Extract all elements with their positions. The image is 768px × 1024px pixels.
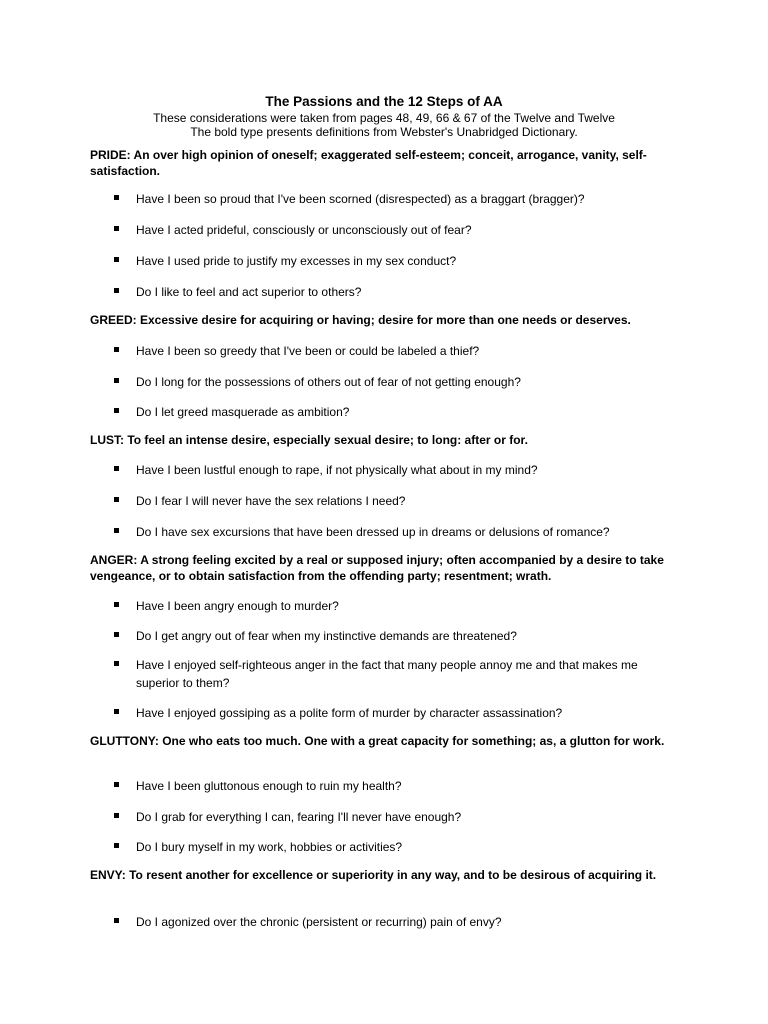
definition-lust: LUST: To feel an intense desire, especially sexual desire; to long: after or for. — [90, 433, 528, 447]
definition-gluttony: GLUTTONY: One who eats too much. One with a great capacity for something; as, a glutton for work. — [90, 734, 665, 748]
question-text: Do I grab for everything I can, fearing I'll never have enough? — [136, 810, 462, 824]
bullet-icon — [114, 782, 119, 787]
definition-anger: ANGER: A strong feeling excited by a real or supposed injury; often accompanied by a desire to take vengeance, or to obtain satisfaction from the offending party; resentment; wrath. — [90, 553, 664, 583]
list-item — [136, 913, 666, 931]
list-item — [136, 627, 666, 645]
question-text: Do I get angry out of fear when my instinctive demands are threatened? — [136, 629, 517, 643]
question-text: Have I acted prideful, consciously or unconsciously out of fear? — [136, 223, 472, 237]
list-item — [136, 283, 666, 301]
bullet-icon — [114, 347, 119, 352]
list-item — [136, 492, 666, 510]
question-text: Do I bury myself in my work, hobbies or activities? — [136, 840, 403, 854]
question-text: Do I have sex excursions that have been dressed up in dreams or delusions of romance? — [136, 525, 610, 539]
list-item — [136, 656, 666, 692]
list-item — [136, 704, 666, 722]
bullet-icon — [114, 813, 119, 818]
list-item — [136, 808, 666, 826]
page-title: The Passions and the 12 Steps of AA — [265, 94, 503, 109]
question-text: Have I enjoyed self-righteous anger in the fact that many people annoy me and that makes me superior to them? — [136, 658, 638, 690]
bullet-icon — [114, 602, 119, 607]
list-item — [136, 403, 666, 421]
question-text: Have I been so proud that I've been scorned (disrespected) as a braggart (bragger)? — [136, 192, 585, 206]
question-text: Have I been angry enough to murder? — [136, 599, 339, 613]
question-text: Do I let greed masquerade as ambition? — [136, 405, 350, 419]
list-item — [136, 838, 666, 856]
definition-envy: ENVY: To resent another for excellence or superiority in any way, and to be desirous of acquiring it. — [90, 868, 657, 882]
subtitle-line-2: The bold type presents definitions from Webster's Unabridged Dictionary. — [190, 125, 578, 139]
bullet-icon — [114, 528, 119, 533]
bullet-icon — [114, 226, 119, 231]
list-item — [136, 777, 666, 795]
list-item — [136, 252, 666, 270]
bullet-icon — [114, 843, 119, 848]
bullet-icon — [114, 466, 119, 471]
bullet-icon — [114, 378, 119, 383]
subtitle-line-1: These considerations were taken from pages 48, 49, 66 & 67 of the Twelve and Twelve — [153, 111, 615, 125]
question-text: Do I long for the possessions of others out of fear of not getting enough? — [136, 375, 521, 389]
bullet-icon — [114, 195, 119, 200]
question-text: Do I fear I will never have the sex relations I need? — [136, 494, 406, 508]
list-item — [136, 597, 666, 615]
definition-pride: PRIDE: An over high opinion of oneself; exaggerated self-esteem; conceit, arrogance, vanity, self-satisfaction. — [90, 148, 647, 178]
list-item — [136, 342, 666, 360]
list-item — [136, 461, 666, 479]
question-text: Have I used pride to justify my excesses in my sex conduct? — [136, 254, 457, 268]
question-text: Do I agonized over the chronic (persistent or recurring) pain of envy? — [136, 915, 502, 929]
bullet-icon — [114, 661, 119, 666]
definition-greed: GREED: Excessive desire for acquiring or having; desire for more than one needs or deserves. — [90, 313, 631, 327]
bullet-icon — [114, 288, 119, 293]
bullet-icon — [114, 257, 119, 262]
bullet-icon — [114, 497, 119, 502]
bullet-icon — [114, 408, 119, 413]
bullet-icon — [114, 918, 119, 923]
bullet-icon — [114, 709, 119, 714]
question-text: Do I like to feel and act superior to others? — [136, 285, 362, 299]
question-text: Have I been lustful enough to rape, if not physically what about in my mind? — [136, 463, 538, 477]
list-item — [136, 221, 666, 239]
bullet-icon — [114, 632, 119, 637]
question-text: Have I been so greedy that I've been or could be labeled a thief? — [136, 344, 480, 358]
list-item — [136, 373, 666, 391]
question-text: Have I enjoyed gossiping as a polite form of murder by character assassination? — [136, 706, 563, 720]
list-item — [136, 523, 666, 541]
list-item — [136, 190, 666, 208]
question-text: Have I been gluttonous enough to ruin my health? — [136, 779, 402, 793]
